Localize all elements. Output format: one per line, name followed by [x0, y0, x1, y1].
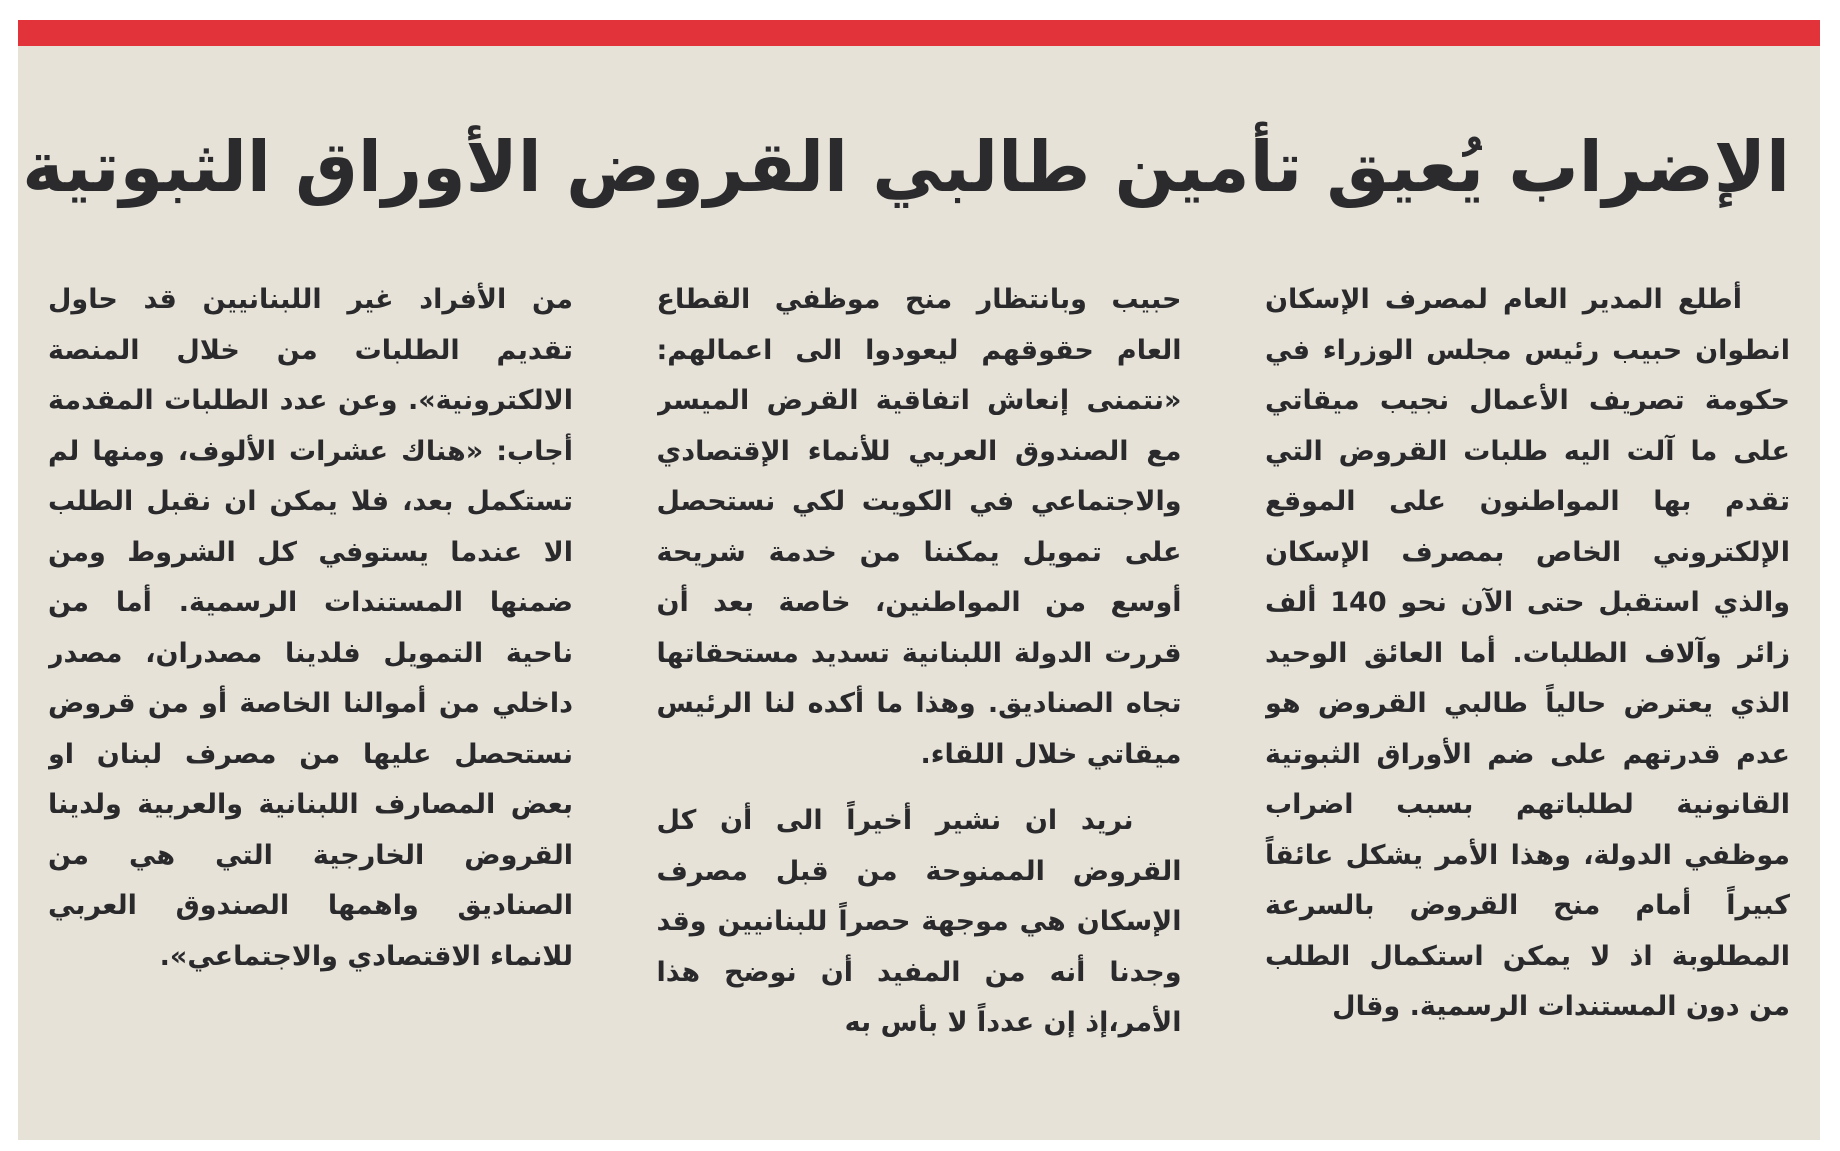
column-left [48, 275, 573, 1115]
paragraph-1: أطلع المدير العام لمصرف الإسكان انطوان حبيب رئيس مجلس الوزراء في حكومة تصريف الأعمال نجيب ميقاتي على ما آلت اليه طلبات القروض التي تقدم بها المواطنون على الموقع الإلكتروني الخاص بمصرف الإسكان والذي استقبل حتى الآن نحو 140 ألف زائر وآلاف الطلبات. أما العائق الوحيد الذي يعترض حالياً طالبي القروض هو عدم قدرتهم على ضم الأوراق الثبوتية القانونية لطلباتهم بسبب اضراب موظفي الدولة، وهذا الأمر يشكل عائقاً كبيراً أمام منح القروض بالسرعة المطلوبة اذ لا يمكن استكمال الطلب من دون المستندات الرسمية. وقال [1265, 284, 1790, 1022]
article-body [48, 275, 1790, 1115]
newspaper-clipping [18, 20, 1820, 1140]
column-right [1265, 275, 1790, 1115]
paragraph-4: من الأفراد غير اللبنانيين قد حاول تقديم الطلبات من خلال المنصة الالكترونية». وعن عدد الطلبات المقدمة أجاب: «هناك عشرات الألوف، ومنها لم تستكمل بعد، فلا يمكن ان نقبل الطلب الا عندما يستوفي كل الشروط ومن ضمنها المستندات الرسمية. أما من ناحية التمويل فلدينا مصدران، مصدر داخلي من أموالنا الخاصة أو من قروض نستحصل عليها من مصرف لبنان او بعض المصارف اللبنانية والعربية ولدينا القروض الخارجية التي هي من الصناديق واهمها الصندوق العربي للانماء الاقتصادي والاجتماعي». [48, 284, 573, 972]
column-middle [657, 275, 1182, 1115]
paragraph-3: نريد ان نشير أخيراً الى أن كل القروض الممنوحة من قبل مصرف الإسكان هي موجهة حصراً للبنانيين وقد وجدنا أنه من المفيد أن نوضح هذا الأمر،إذ إن عدداً لا بأس به [656, 805, 1182, 1038]
paragraph-2: حبيب وبانتظار منح موظفي القطاع العام حقوقهم ليعودوا الى اعمالهم: «نتمنى إنعاش اتفاقية القرض الميسر مع الصندوق العربي للأنماء الإقتصادي والاجتماعي في الكويت لكي نستحصل على تمويل يمكننا من خدمة شريحة أوسع من المواطنين، خاصة بعد أن قررت الدولة اللبنانية تسديد مستحقاتها تجاه الصناديق. وهذا ما أكده لنا الرئيس ميقاتي خلال اللقاء. [656, 284, 1182, 770]
red-accent-bar [18, 20, 1820, 46]
article-headline: الإضراب يُعيق تأمين طالبي القروض الأوراق الثبوتية [22, 126, 1790, 208]
